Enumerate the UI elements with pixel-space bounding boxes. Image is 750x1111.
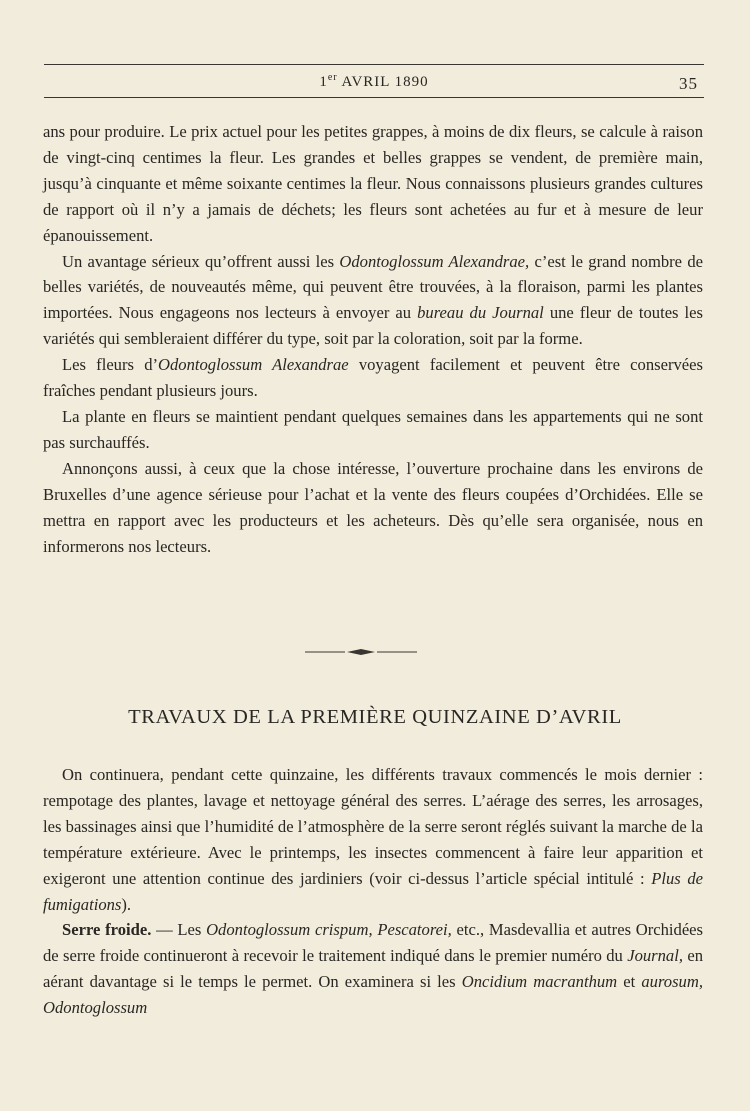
date-day: 1 [319, 74, 328, 90]
header-rule-bottom [44, 97, 704, 98]
article-continuation [43, 119, 703, 559]
paragraph: ans pour produire. Le prix actuel pour les petites grappes, à moins de dix fleurs, se calcule à raison de vingt-cinq centimes la fleur. Les grandes et belles grappes se vendent, de première main, jusqu’à cinquante et même soixante centimes la fleur. Nous connaissons plusieurs grandes cultures de rapport où il n’y a jamais de déchets; les fleurs sont achetées au fur et à mesure de leur épanouissement. [43, 122, 703, 245]
issue-date [44, 72, 704, 91]
paragraph: Annonçons aussi, à ceux que la chose intéresse, l’ouverture prochaine dans les environs de Bruxelles d’une agence sérieuse pour l’achat et la vente des fleurs coupées d’Orchidées. Elle se mettra en rapport avec les producteurs et les acheteurs. Dès qu’elle sera organisée, nous en informerons nos lecteurs. [43, 458, 703, 556]
paragraph: Serre froide. — Les Odontoglossum crispum, Pescatorei, etc., Masdevallia et autres Orchidées de serre froide continueront à recevoir le traitement indiqué dans le premier numéro du Journal, en aérant davantage si le temps le permet. On examinera si les Oncidium macranthum et aurosum, Odontoglossum [43, 920, 704, 1018]
section-body [43, 762, 703, 1021]
header-rule-top [44, 64, 704, 65]
date-ordinal: er [327, 72, 338, 83]
subsection-lead: Serre froide. [62, 920, 152, 940]
paragraph: La plante en fleurs se maintient pendant quelques semaines dans les appartements qui ne sont pas surchauffés. [43, 406, 703, 452]
page-number: 35 [679, 74, 698, 93]
paragraph: Un avantage sérieux qu’offrent aussi les Odontoglossum Alexandrae, c’est le grand nombre de belles variétés, de nouveautés même, qui peuvent être trouvées, à la floraison, parmi les plantes importées. Nous engageons nos lecteurs à envoyer au bureau du Journal une fleur de toutes les variétés qui sembleraient différer du type, soit par la coloration, soit par la forme. [43, 251, 703, 349]
section-heading: TRAVAUX DE LA PREMIÈRE QUINZAINE D’AVRIL [128, 706, 622, 728]
running-head [44, 72, 704, 94]
paragraph: Les fleurs d’Odontoglossum Alexandrae voyagent facilement et peuvent être conservées fraîches pendant plusieurs jours. [43, 355, 703, 401]
date-month-year: AVRIL 1890 [337, 74, 429, 90]
paragraph: On continuera, pendant cette quinzaine, les différents travaux commencés le mois dernier : rempotage des plantes, lavage et nettoyage général des serres. L’aérage des serres, les arrosages, les bassinages ainsi que l’humidité de l’atmosphère de la serre seront réglés suivant la marche de la température extérieure. Avec le printemps, les insectes commencent à faire leur apparition et exigeront une attention continue des jardiniers (voir ci-dessus l’article spécial intitulé : Plus de fumigations). [43, 765, 704, 914]
section-ornament [305, 646, 417, 658]
